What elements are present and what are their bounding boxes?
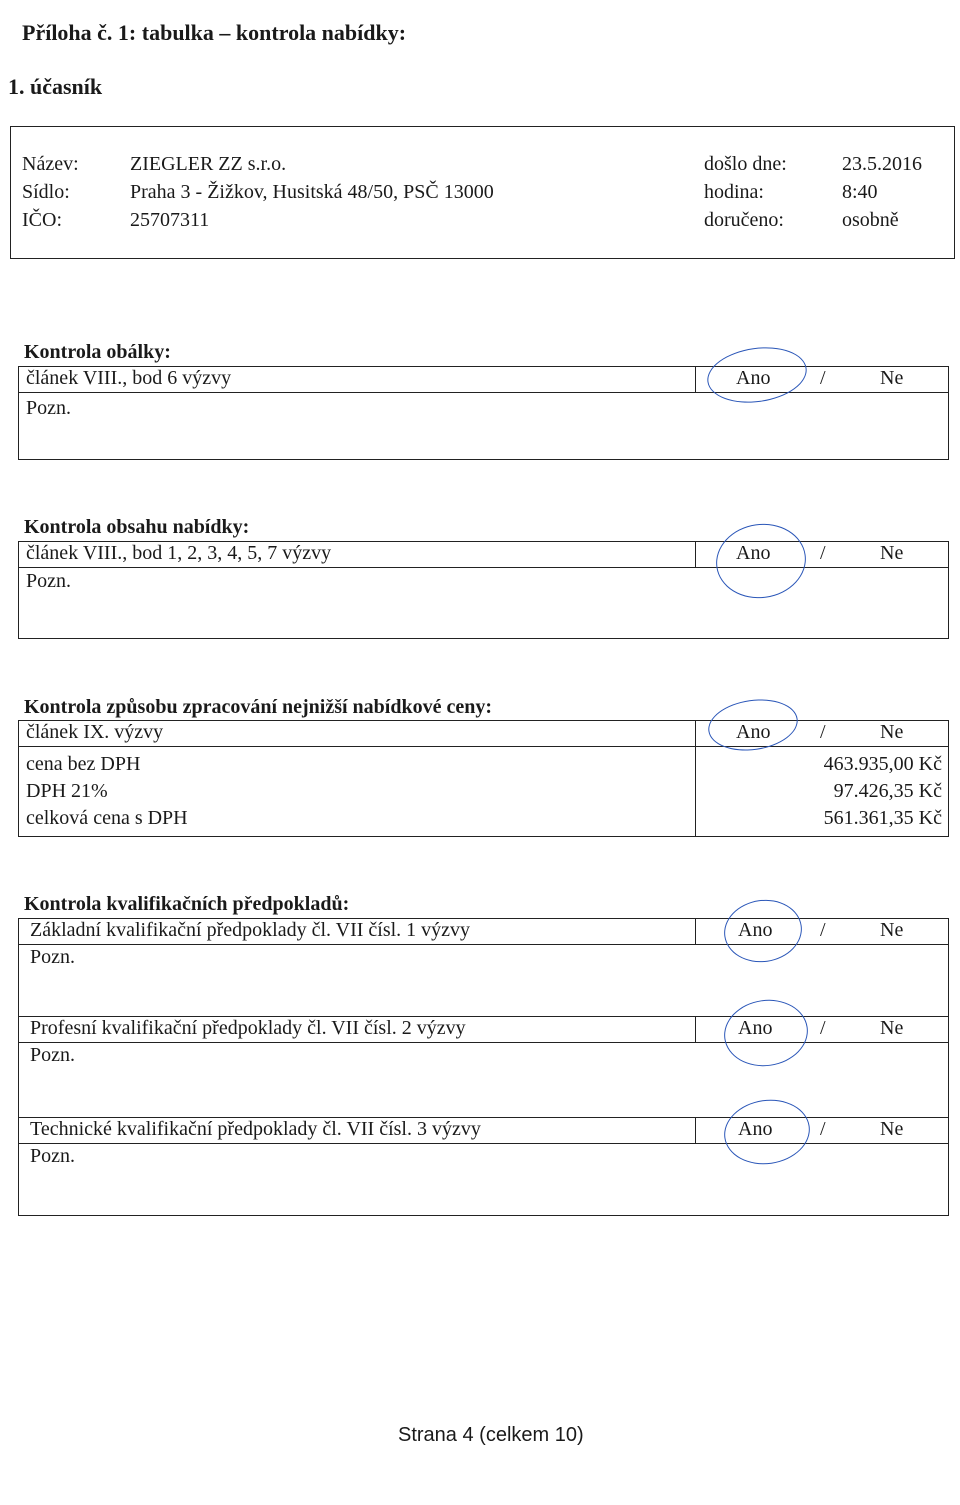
content-note: Pozn.	[26, 570, 71, 592]
envelope-item: článek VIII., bod 6 výzvy	[26, 367, 232, 389]
professional-ano: Ano	[738, 1017, 773, 1039]
hour-label: hodina:	[704, 181, 764, 203]
basic-col-divider	[695, 918, 696, 944]
seat-label: Sídlo:	[22, 181, 70, 203]
envelope-heading: Kontrola obálky:	[24, 341, 171, 363]
price-no-vat-value: 463.935,00 Kč	[823, 753, 942, 775]
technical-slash: /	[820, 1118, 826, 1140]
basic-ne: Ne	[880, 919, 904, 941]
participant-heading: 1. účasník	[8, 74, 103, 99]
basic-note: Pozn.	[30, 946, 75, 968]
document-title: Příloha č. 1: tabulka – kontrola nabídky:	[22, 20, 407, 45]
ico-label: IČO:	[22, 209, 62, 231]
professional-note: Pozn.	[30, 1044, 75, 1066]
seat-value: Praha 3 - Žižkov, Husitská 48/50, PSČ 13000	[130, 181, 494, 203]
pricing-item: článek IX. výzvy	[26, 721, 164, 743]
content-divider	[18, 567, 949, 568]
technical-ano: Ano	[738, 1118, 773, 1140]
content-col-divider	[695, 541, 696, 567]
technical-col-divider	[695, 1117, 696, 1143]
total-value: 561.361,35 Kč	[823, 807, 942, 829]
basic-divider	[18, 944, 949, 945]
hour-value: 8:40	[842, 181, 878, 203]
professional-slash: /	[820, 1017, 826, 1039]
envelope-ano: Ano	[736, 367, 771, 389]
qualification-box	[18, 918, 949, 1216]
envelope-divider	[18, 392, 949, 393]
basic-slash: /	[820, 919, 826, 941]
basic-ano: Ano	[738, 919, 773, 941]
envelope-note: Pozn.	[26, 397, 71, 419]
technical-divider	[18, 1143, 949, 1144]
delivered-label: doručeno:	[704, 209, 784, 231]
ico-value: 25707311	[130, 209, 210, 231]
envelope-ne: Ne	[880, 367, 904, 389]
pricing-heading: Kontrola způsobu zpracování nejnižší nabídkové ceny:	[24, 696, 493, 718]
content-item: článek VIII., bod 1, 2, 3, 4, 5, 7 výzvy	[26, 542, 332, 564]
vat-label: DPH 21%	[26, 780, 108, 802]
technical-note: Pozn.	[30, 1145, 75, 1167]
professional-col-divider	[695, 1016, 696, 1042]
pricing-ano: Ano	[736, 721, 771, 743]
professional-ne: Ne	[880, 1017, 904, 1039]
pricing-ne: Ne	[880, 721, 904, 743]
received-value: 23.5.2016	[842, 153, 922, 175]
pricing-col-divider	[695, 720, 696, 837]
vat-value: 97.426,35 Kč	[833, 780, 942, 802]
content-ano: Ano	[736, 542, 771, 564]
basic-item: Základní kvalifikační předpoklady čl. VII čísl. 1 výzvy	[30, 919, 471, 941]
envelope-col-divider	[695, 366, 696, 392]
envelope-slash: /	[820, 367, 826, 389]
content-slash: /	[820, 542, 826, 564]
pricing-divider	[18, 746, 949, 747]
pricing-slash: /	[820, 721, 826, 743]
delivered-value: osobně	[842, 209, 899, 231]
total-label: celková cena s DPH	[26, 807, 188, 829]
content-heading: Kontrola obsahu nabídky:	[24, 516, 250, 538]
received-label: došlo dne:	[704, 153, 787, 175]
professional-divider	[18, 1042, 949, 1043]
page-number: Strana 4 (celkem 10)	[398, 1424, 584, 1446]
name-label: Název:	[22, 153, 79, 175]
price-no-vat-label: cena bez DPH	[26, 753, 141, 775]
qualification-heading: Kontrola kvalifikačních předpokladů:	[24, 893, 350, 915]
name-value: ZIEGLER ZZ s.r.o.	[130, 153, 287, 175]
technical-item: Technické kvalifikační předpoklady čl. VII čísl. 3 výzvy	[30, 1118, 481, 1140]
content-ne: Ne	[880, 542, 904, 564]
technical-ne: Ne	[880, 1118, 904, 1140]
professional-item: Profesní kvalifikační předpoklady čl. VII čísl. 2 výzvy	[30, 1017, 466, 1039]
